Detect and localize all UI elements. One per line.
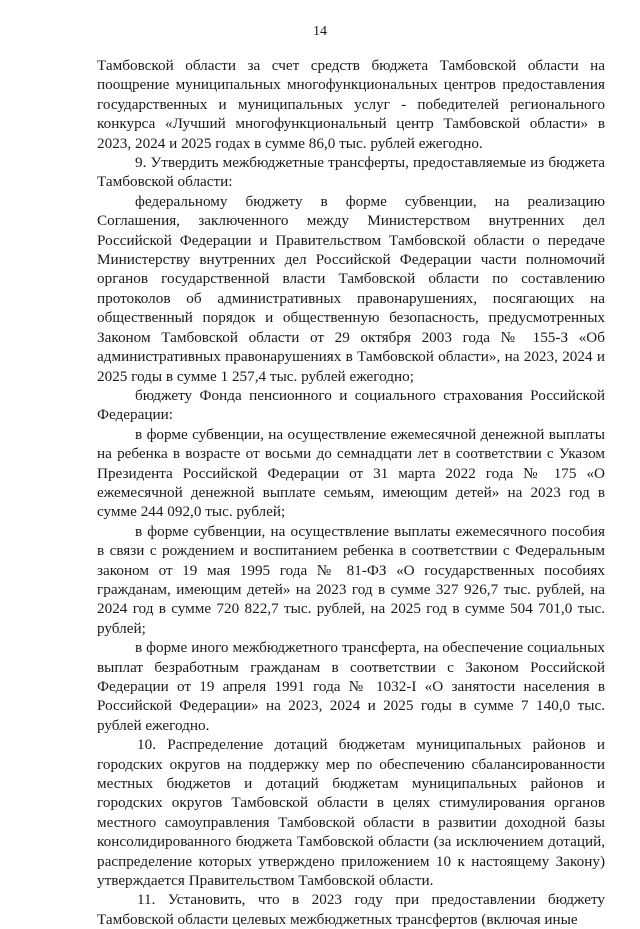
paragraph-subvention-monthly-payment: в форме субвенции, на осуществление ежемесячной денежной выплаты на ребенка в возрасте от восьми до семнадцати лет в соответствии с Указом Президента Российской Федерации от 31 марта 2022 года № 175 «О ежемесячной денежной выплате семьям, имеющим детей» на 2023 год в сумме 244 092,0 тыс. рублей; [97,425,605,521]
paragraph-other-transfer: в форме иного межбюджетного трансферта, на обеспечение социальных выплат безработным гражданам в соответствии с Законом Российской Федерации от 19 апреля 1991 года № 1032-I «О занятости населения в Российской Федерации» на 2023, 2024 и 2025 годы в сумме 7 140,0 тыс. рублей ежегодно. [97,639,605,734]
paragraph-pension-fund: бюджету Фонда пенсионного и социального страхования Российской Федерации: [97,386,605,424]
paragraph-subvention-child-allowance: в форме субвенции, на осуществление выплаты ежемесячного пособия в связи с рождением и воспитанием ребенка в соответствии с Федеральным законом от 19 мая 1995 года № 81-ФЗ «О государственных пособиях гражданам, имеющим детей» на 2023 год в сумме 327 926,7 тыс. рублей, на 2024 год в сумме 720 822,7 тыс. рублей, на 2025 год в сумме 504 701,0 тыс. рублей; [97,522,605,637]
document-body [97,56,605,929]
paragraph-item-11: 11. Установить, что в 2023 году при предоставлении бюджету Тамбовской области целевых межбюджетных трансфертов (включая иные [97,891,605,928]
paragraph-federal-budget: федеральному бюджету в форме субвенции, на реализацию Соглашения, заключенного между Министерством внутренних дел Российской Федерации и Правительством Тамбовской области о передаче Министерству внутренних дел Российской Федерации части полномочий органов государственной власти Тамбовской области по составлению протоколов об административных правонарушениях, посягающих на общественный порядок и общественную безопасность, предусмотренных Законом Тамбовской области от 29 октября 2003 года № 155-З «Об административных правонарушениях в Тамбовской области», на 2023, 2024 и 2025 годы в сумме 1 257,4 тыс. рублей ежегодно; [97,192,605,385]
paragraph-item-9: 9. Утвердить межбюджетные трансферты, предоставляемые из бюджета Тамбовской области: [97,154,605,191]
paragraph-continuation: Тамбовской области за счет средств бюджета Тамбовской области на поощрение муниципальных многофункциональных центров предоставления государственных и муниципальных услуг - победителей регионального конкурса «Лучший многофункциональный центр Тамбовской области» в 2023, 2024 и 2025 годах в сумме 86,0 тыс. рублей ежегодно. [97,57,605,152]
page-number: 14 [313,24,327,39]
paragraph-item-10: 10. Распределение дотаций бюджетам муниципальных районов и городских округов на поддержку мер по обеспечению сбалансированности местных бюджетов и дотаций бюджетам муниципальных районов и городских округов Тамбовской области в целях стимулирования органов местного самоуправления Тамбовской области в развитии доходной базы консолидированного бюджета Тамбовской области (за исключением дотаций, распределение которых утверждено приложением 10 к настоящему Закону) утверждается Правительством Тамбовской области. [97,736,605,890]
